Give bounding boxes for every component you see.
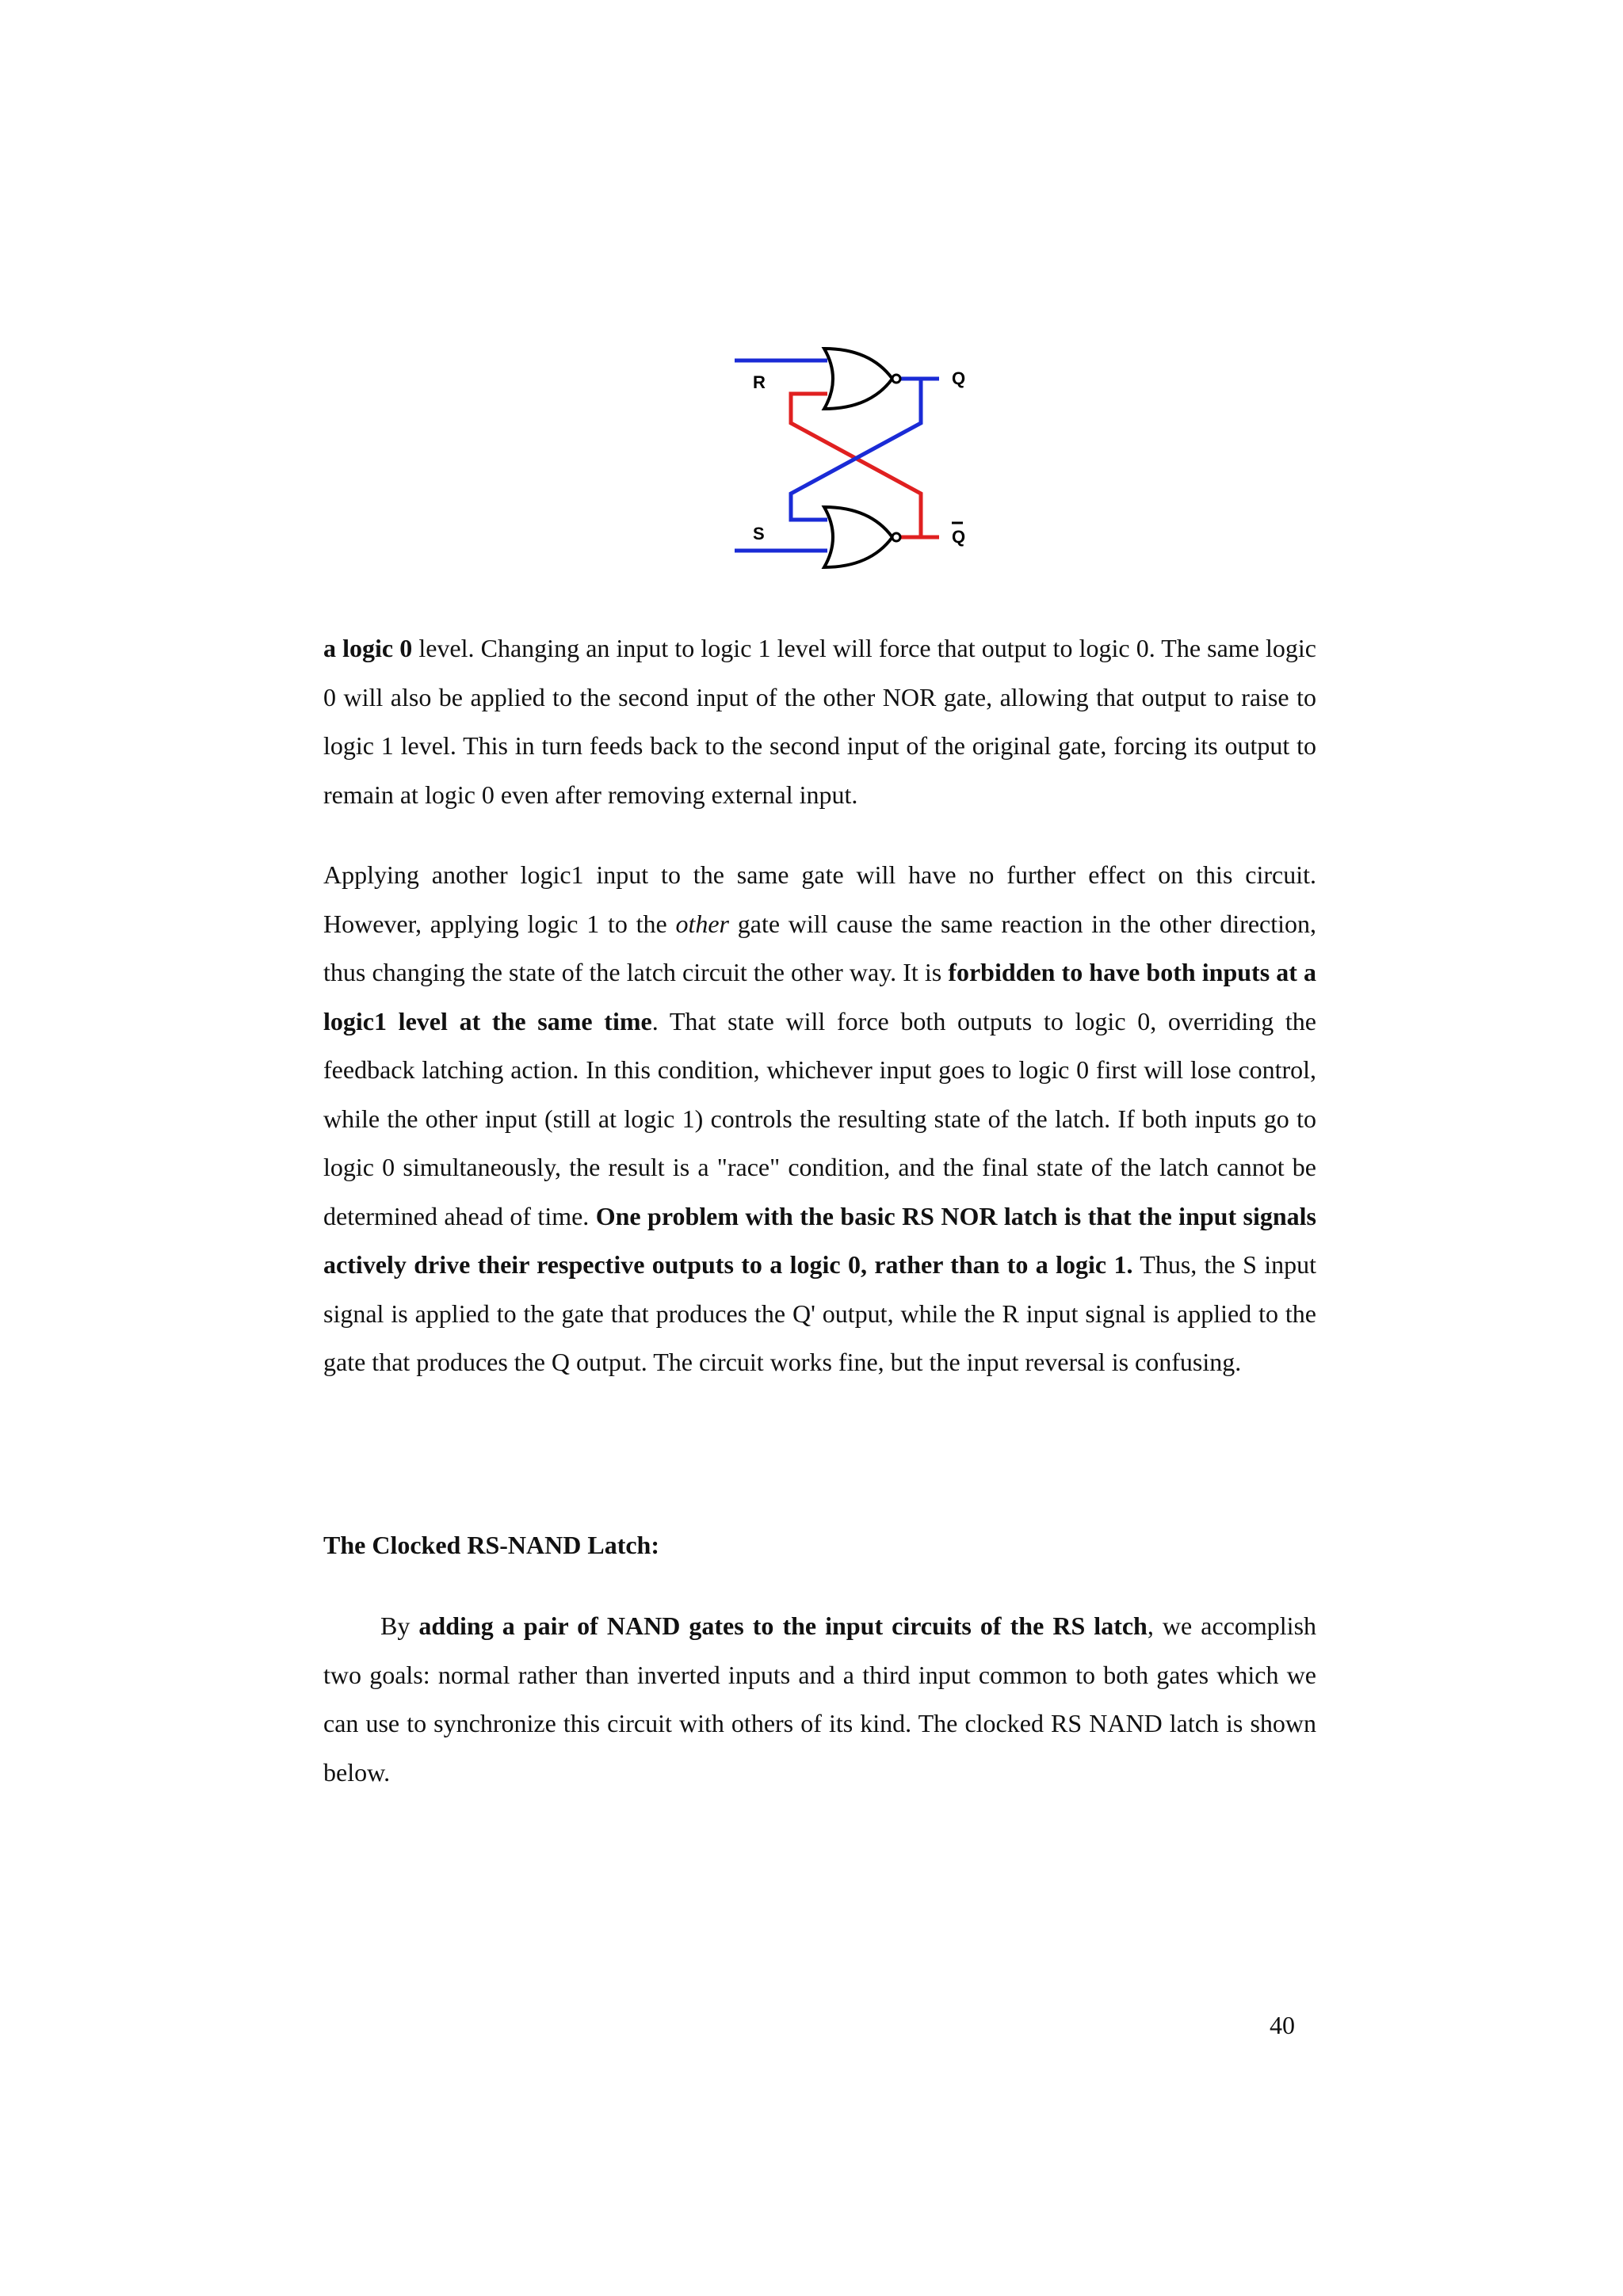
p3-text-2: , we accomplish two goals: normal rather than inverted inputs and a third input common to both gates which we can use to synchronize this circuit with others of its kind. The clocked RS NAND latch is shown below.: [323, 1611, 1317, 1787]
p3-bold: adding a pair of NAND gates to the input circuits of the RS latch: [418, 1611, 1148, 1640]
s-label: S: [753, 524, 765, 543]
paragraph-3: [323, 1602, 1316, 1797]
p2-text-3: . That state will force both outputs to logic 0, overriding the feedback latching action. In this condition, whichever input goes to logic 0 first will lose control, while the other input (still at logic 1) controls the resulting state of the latch. If both inputs go to logic 0 simultaneously, the result is a "race" condition, and the final state of the latch cannot be determined ahead of time.: [323, 1006, 1317, 1230]
nor-gate-bottom: [824, 507, 900, 567]
p2-bold-1: forbidden to have both inputs at a logic1 level at the same time: [323, 958, 1317, 1035]
p2-text-2: gate will cause the same reaction in the other direction, thus changing the state of the latch circuit the other way. It is: [323, 909, 1316, 986]
r-label: R: [753, 372, 766, 392]
paragraph-2: [323, 851, 1316, 1387]
p2-italic: other: [675, 909, 729, 938]
q-label: Q: [952, 368, 966, 388]
p3-text-1: By: [380, 1611, 419, 1640]
q-bar-label: Q: [952, 527, 966, 547]
p2-text-1: Applying another logic1 input to the same gate will have no further effect on this circuit. However, applying logic 1 to the: [323, 860, 1316, 938]
paragraph-1: [323, 624, 1316, 819]
nor-gate-top: [824, 349, 900, 409]
p2-text-4: Thus, the S input signal is applied to the gate that produces the Q' output, while the R input signal is applied to the gate that produces the Q output. The circuit works fine, but the input reversal is confusing.: [323, 1250, 1317, 1376]
p2-bold-2: One problem with the basic RS NOR latch is that the input signals actively drive their respective outputs to a logic 0, rather than to a logic 1.: [323, 1201, 1317, 1279]
page-number: 40: [1270, 2011, 1295, 2039]
p1-bold: a logic 0: [323, 634, 413, 662]
section-heading: The Clocked RS-NAND Latch:: [323, 1531, 659, 1559]
p1-text: level. Changing an input to logic 1 level will force that output to logic 0. The same logic 0 will also be applied to the second input of the other NOR gate, allowing that output to raise to logic 1 level. This in turn feeds back to the second input of the original gate, forcing its output to remain at logic 0 even after removing external input.: [323, 634, 1317, 809]
